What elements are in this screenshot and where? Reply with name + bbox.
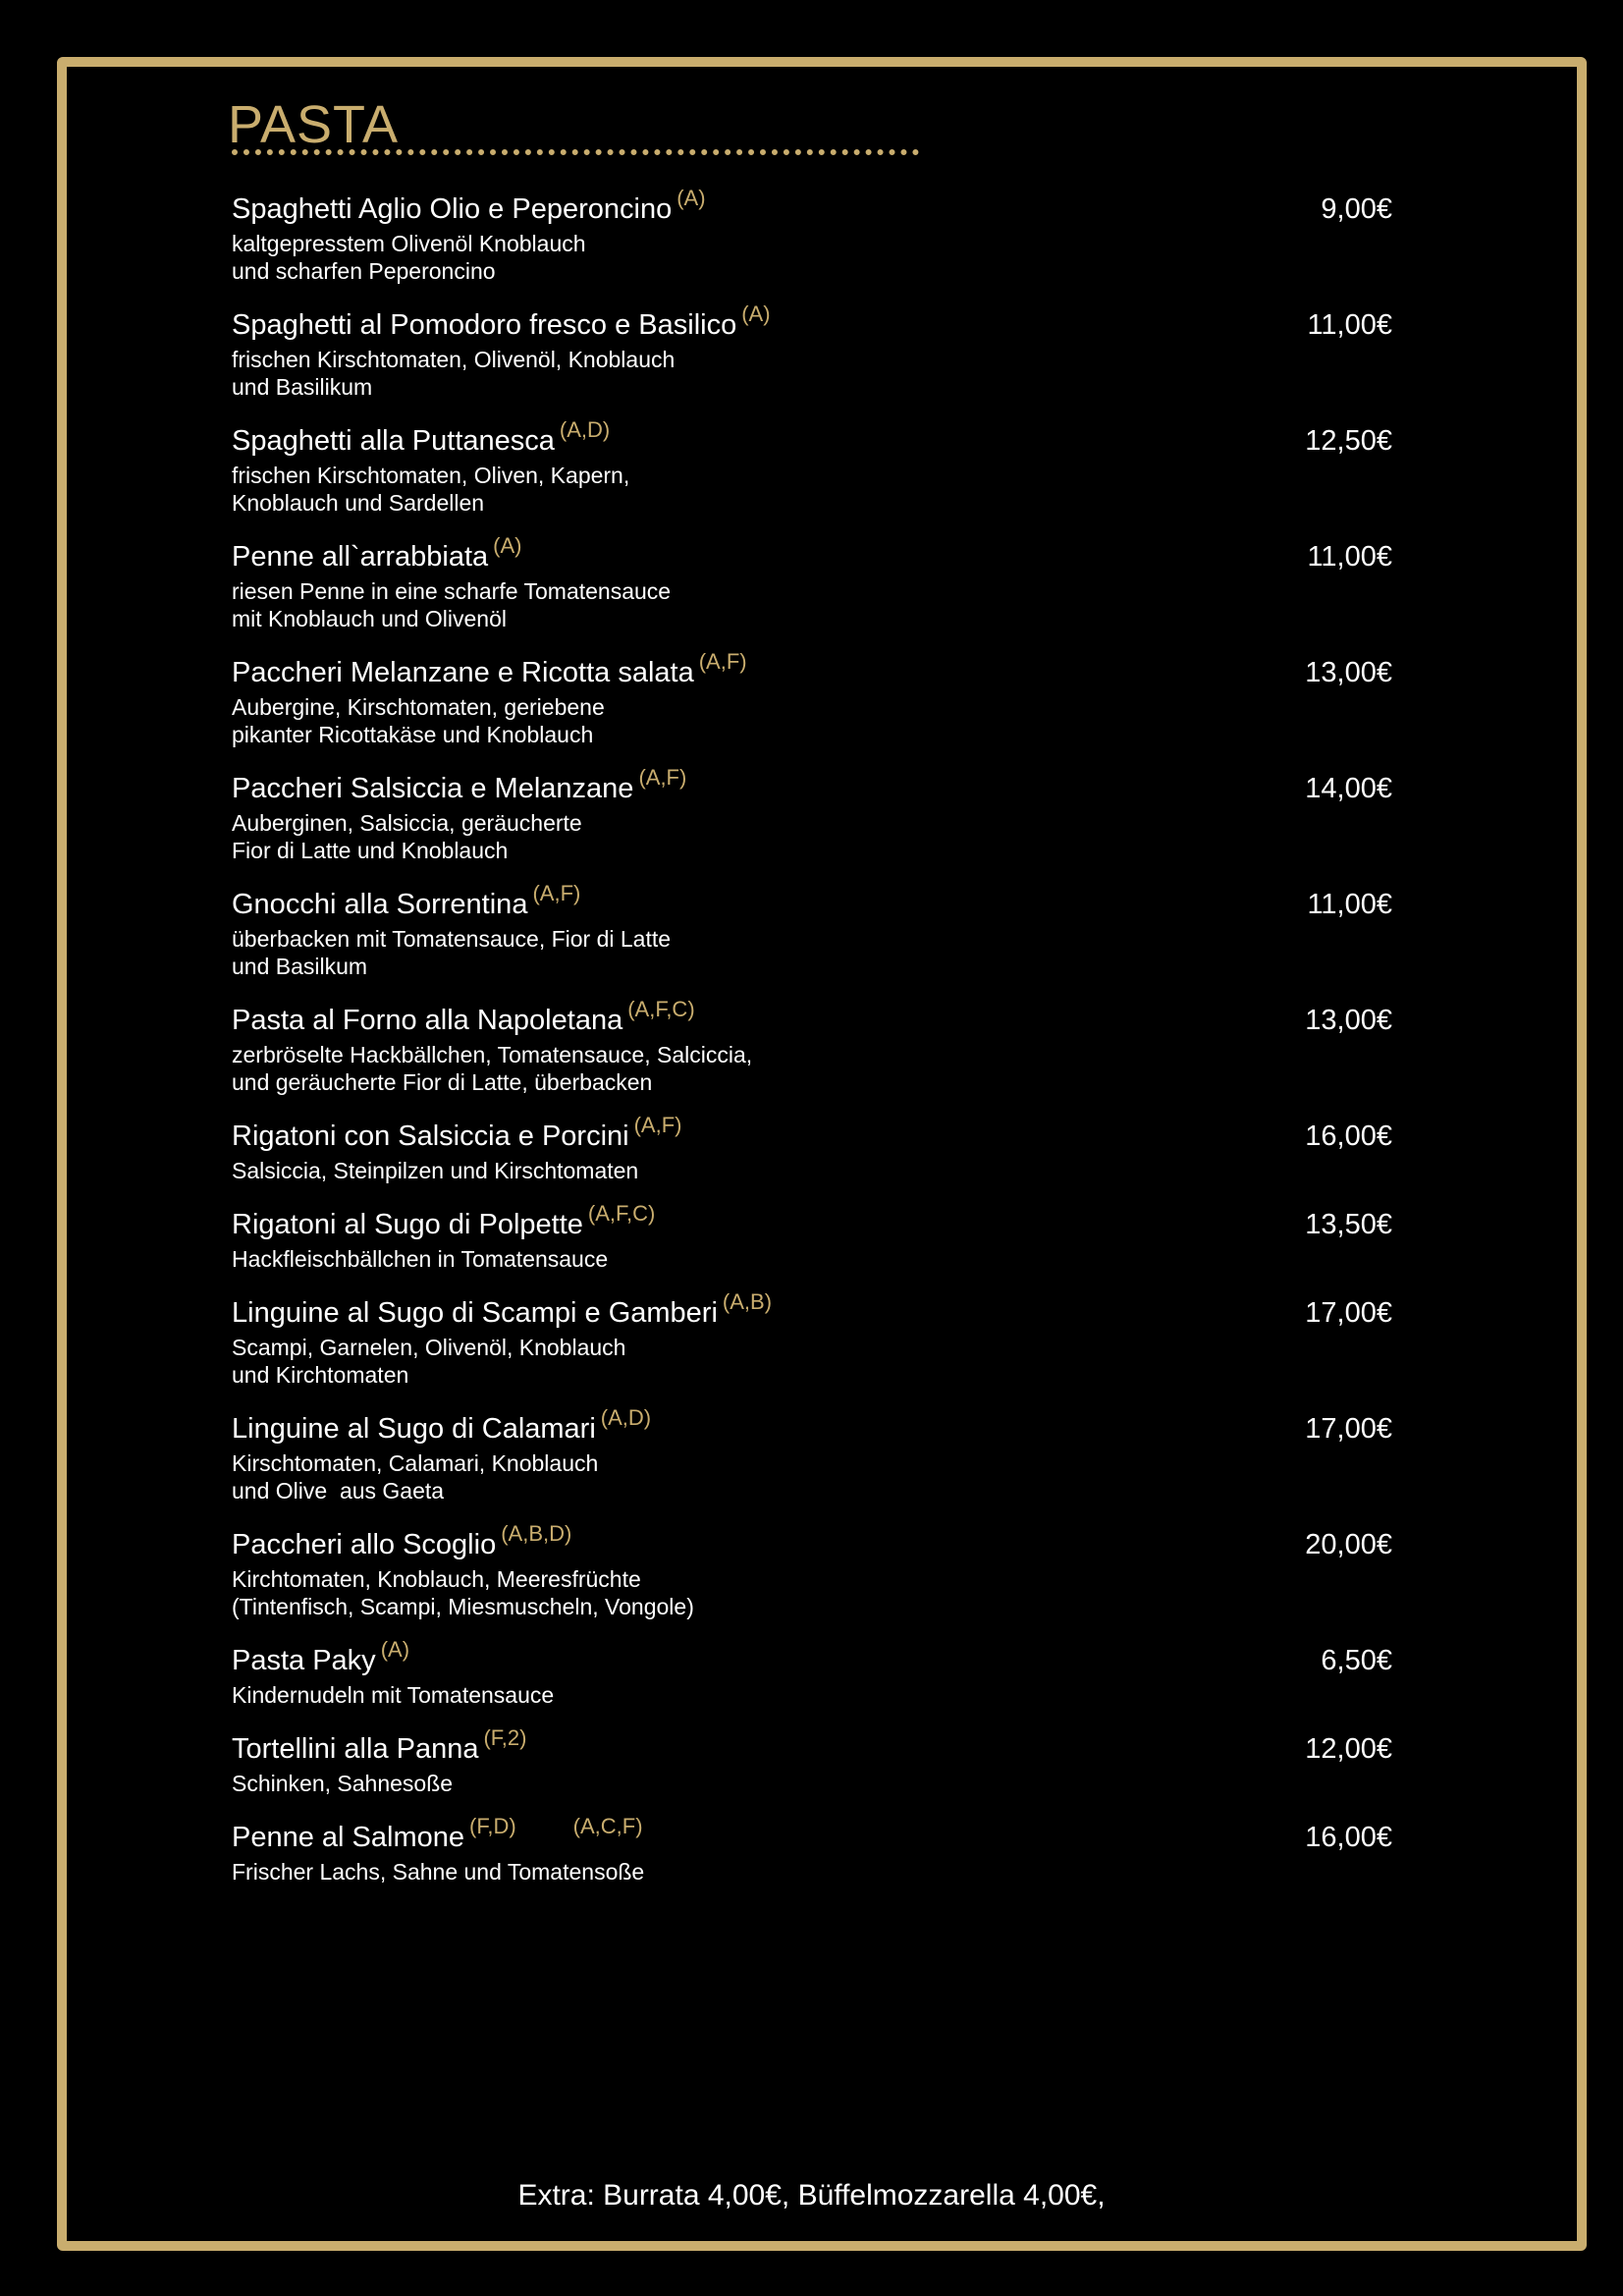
menu-item: [232, 881, 1392, 980]
menu-item-price: 11,00€: [1307, 889, 1392, 920]
menu-item-name: [232, 417, 1392, 460]
menu-item-description: [232, 462, 1392, 517]
menu-item: [232, 533, 1392, 632]
menu-item-description: [232, 1041, 1392, 1096]
menu-item: [232, 1405, 1392, 1504]
menu-item: [232, 1289, 1392, 1389]
menu-item-name: [232, 1289, 1392, 1332]
menu-item: [232, 1521, 1392, 1620]
menu-item-description: [232, 809, 1392, 864]
menu-item: [232, 186, 1392, 285]
dish-name: Paccheri Melanzane e Ricotta salata: [232, 657, 694, 688]
menu-item: [232, 1814, 1392, 1886]
dish-name: Spaghetti al Pomodoro fresco e Basilico: [232, 309, 737, 341]
menu-item-price: 13,00€: [1305, 657, 1392, 688]
description-line: Schinken, Sahnesoße: [232, 1771, 454, 1796]
description-line: mit Knoblauch und Olivenöl: [232, 606, 507, 631]
dish-name: Spaghetti alla Puttanesca: [232, 425, 555, 457]
dish-name: Paccheri allo Scoglio: [232, 1529, 497, 1560]
allergen-codes: (F,D): [469, 1814, 516, 1838]
dish-name: Gnocchi alla Sorrentina: [232, 889, 528, 920]
description-line: Salsiccia, Steinpilzen und Kirschtomaten: [232, 1158, 639, 1183]
description-line: zerbröselte Hackbällchen, Tomatensauce, Salciccia,: [232, 1042, 753, 1067]
description-line: Frischer Lachs, Sahne und Tomatensoße: [232, 1859, 645, 1885]
dish-name: Paccheri Salsiccia e Melanzane: [232, 773, 634, 804]
menu-item-name: [232, 997, 1392, 1039]
menu-item-price: 16,00€: [1305, 1121, 1392, 1152]
allergen-codes: (A,B,D): [501, 1521, 572, 1546]
menu-item-description: [232, 346, 1392, 401]
dish-name: Tortellini alla Panna: [232, 1733, 479, 1765]
allergen-codes: (A,D): [559, 417, 611, 442]
allergen-codes: (A): [676, 186, 706, 210]
description-line: Auberginen, Salsiccia, geräucherte: [232, 810, 582, 836]
description-line: riesen Penne in eine scharfe Tomatensauce: [232, 578, 672, 604]
dish-name: Pasta Paky: [232, 1645, 376, 1676]
menu-item: [232, 417, 1392, 517]
menu-item-description: [232, 693, 1392, 748]
menu-item-price: 13,50€: [1305, 1209, 1392, 1240]
menu-item-description: [232, 1157, 1392, 1184]
menu-item-price: 11,00€: [1307, 541, 1392, 573]
menu-item-price: 9,00€: [1321, 193, 1392, 225]
allergen-codes: (A,D): [600, 1405, 652, 1430]
footer-extras: Extra: Burrata 4,00€, Büffelmozzarella 4,00€,: [517, 2179, 1106, 2212]
dish-name: Penne al Salmone: [232, 1822, 464, 1853]
description-line: Kirchtomaten, Knoblauch, Meeresfrüchte: [232, 1566, 641, 1592]
menu-item-description: [232, 1858, 1392, 1886]
allergen-codes: (A): [493, 533, 522, 558]
allergen-codes: (A,F,C): [587, 1201, 656, 1226]
menu-item-price: 16,00€: [1305, 1822, 1392, 1853]
menu-item-name: [232, 1405, 1392, 1448]
dish-name: Rigatoni con Salsiccia e Porcini: [232, 1121, 629, 1152]
allergen-codes-extra: (A,C,F): [572, 1814, 643, 1838]
menu-item-price: 13,00€: [1305, 1005, 1392, 1036]
description-line: und Olive aus Gaeta: [232, 1478, 445, 1503]
menu-item-price: 11,00€: [1307, 309, 1392, 341]
description-line: kaltgepresstem Olivenöl Knoblauch: [232, 231, 586, 256]
menu-item-name: [232, 1521, 1392, 1563]
menu-item-price: 17,00€: [1305, 1297, 1392, 1329]
menu-item-description: [232, 925, 1392, 980]
description-line: pikanter Ricottakäse und Knoblauch: [232, 722, 594, 747]
menu-item-description: [232, 1770, 1392, 1797]
allergen-codes: (A,F): [532, 881, 581, 905]
menu-item: [232, 765, 1392, 864]
menu-item-description: [232, 1245, 1392, 1273]
menu-item: [232, 997, 1392, 1096]
description-line: Aubergine, Kirschtomaten, geriebene: [232, 694, 605, 720]
menu-item-price: 14,00€: [1305, 773, 1392, 804]
description-line: überbacken mit Tomatensauce, Fior di Latte: [232, 926, 672, 952]
description-line: Hackfleischbällchen in Tomatensauce: [232, 1246, 609, 1272]
description-line: Scampi, Garnelen, Olivenöl, Knoblauch: [232, 1335, 626, 1360]
menu-item-price: 17,00€: [1305, 1413, 1392, 1445]
dish-name: Rigatoni al Sugo di Polpette: [232, 1209, 583, 1240]
allergen-codes: (A,F): [698, 649, 747, 674]
description-line: und geräucherte Fior di Latte, überbacken: [232, 1069, 653, 1095]
allergen-codes: (A,F): [633, 1113, 682, 1137]
description-line: Fior di Latte und Knoblauch: [232, 838, 509, 863]
menu-item-price: 12,00€: [1305, 1733, 1392, 1765]
menu-item-name: [232, 533, 1392, 575]
menu-item-name: [232, 1637, 1392, 1679]
menu-item-description: [232, 577, 1392, 632]
dish-name: Linguine al Sugo di Calamari: [232, 1413, 596, 1445]
menu-item-name: [232, 1113, 1392, 1155]
allergen-codes: (A): [741, 301, 771, 326]
allergen-codes: (A,F,C): [627, 997, 695, 1021]
allergen-codes: (A): [380, 1637, 410, 1662]
description-line: Kirschtomaten, Calamari, Knoblauch: [232, 1450, 599, 1476]
title-dotted-rule: [232, 149, 919, 155]
menu-item-price: 6,50€: [1321, 1645, 1392, 1676]
menu-item-description: [232, 1681, 1392, 1709]
menu-item: [232, 1113, 1392, 1184]
allergen-codes: (F,2): [483, 1725, 527, 1750]
menu-item-name: [232, 649, 1392, 691]
page-title: PASTA: [228, 95, 400, 154]
dish-name: Pasta al Forno alla Napoletana: [232, 1005, 623, 1036]
menu-item-name: [232, 301, 1392, 344]
menu-item-description: [232, 1565, 1392, 1620]
description-line: und scharfen Peperoncino: [232, 258, 496, 284]
menu-item-description: [232, 1449, 1392, 1504]
description-line: (Tintenfisch, Scampi, Miesmuscheln, Vongole): [232, 1594, 694, 1619]
menu-item-name: [232, 881, 1392, 923]
menu-item-price: 20,00€: [1305, 1529, 1392, 1560]
menu-item-price: 12,50€: [1305, 425, 1392, 457]
menu-item: [232, 649, 1392, 748]
menu-item: [232, 1201, 1392, 1273]
description-line: und Basilikum: [232, 374, 373, 400]
menu-item-description: [232, 230, 1392, 285]
description-line: und Kirchtomaten: [232, 1362, 409, 1388]
menu-item: [232, 1725, 1392, 1797]
allergen-codes: (A,F): [638, 765, 687, 790]
menu-item-name: [232, 186, 1392, 228]
dish-name: Penne all`arrabbiata: [232, 541, 489, 573]
allergen-codes: (A,B): [722, 1289, 773, 1314]
menu-item: [232, 301, 1392, 401]
description-line: frischen Kirschtomaten, Olivenöl, Knoblauch: [232, 347, 676, 372]
dish-name: Spaghetti Aglio Olio e Peperoncino: [232, 193, 673, 225]
description-line: Kindernudeln mit Tomatensauce: [232, 1682, 555, 1708]
menu-item-name: [232, 1725, 1392, 1768]
description-line: und Basilkum: [232, 954, 368, 979]
dish-name: Linguine al Sugo di Scampi e Gamberi: [232, 1297, 718, 1329]
menu-item: [232, 1637, 1392, 1709]
description-line: frischen Kirschtomaten, Oliven, Kapern,: [232, 463, 630, 488]
menu-item-name: [232, 1814, 1392, 1856]
menu-item-name: [232, 1201, 1392, 1243]
menu-item-description: [232, 1334, 1392, 1389]
description-line: Knoblauch und Sardellen: [232, 490, 485, 516]
menu-item-name: [232, 765, 1392, 807]
